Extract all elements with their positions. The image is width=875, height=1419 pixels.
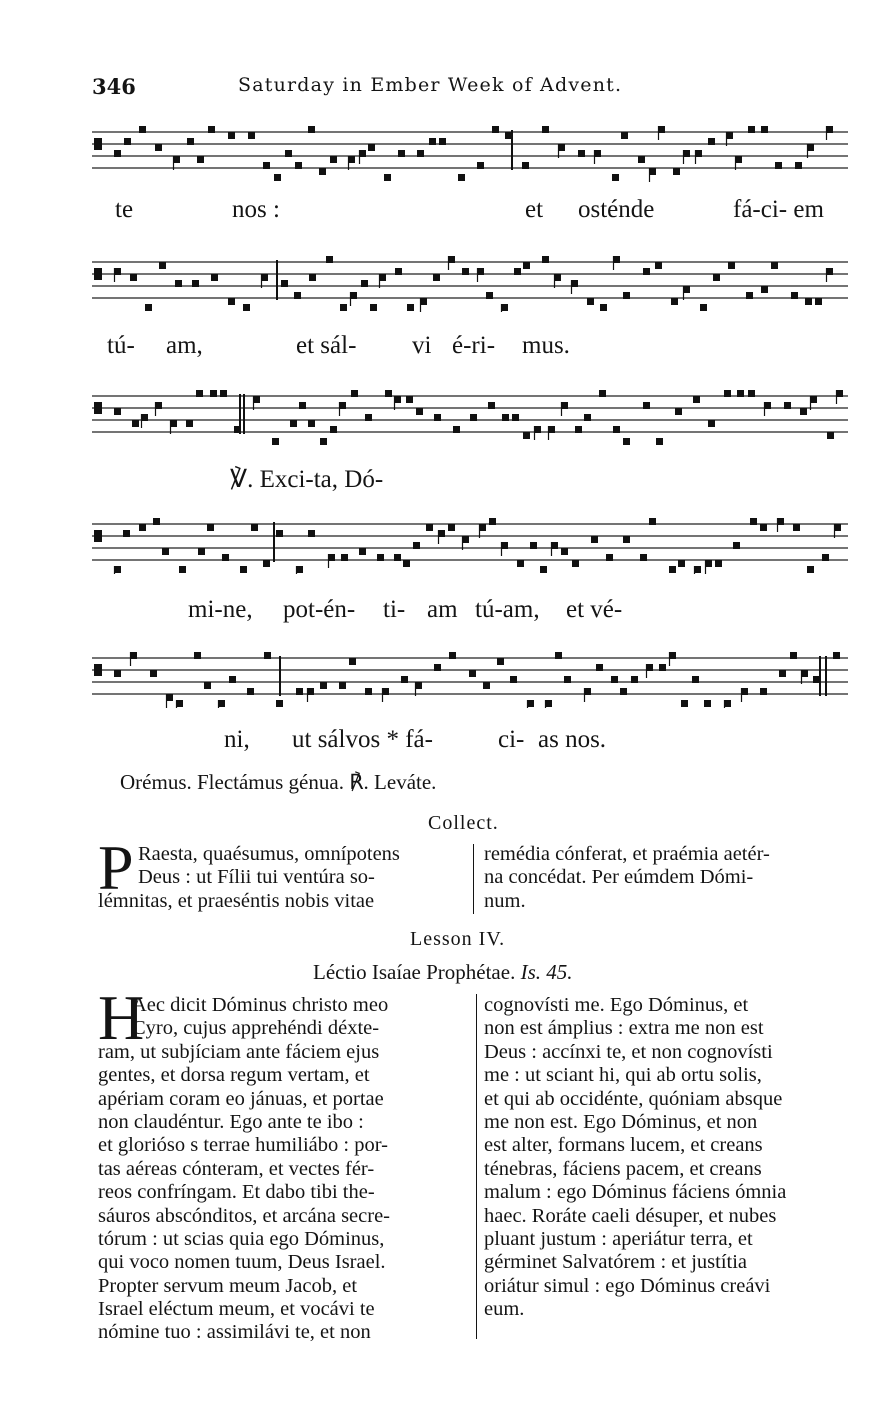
- lesson-line: non claudéntur. Ego ante te ibo :: [98, 1110, 364, 1133]
- chant-lyric-syllable: ℣. Exci-ta, Dó-: [230, 466, 384, 493]
- neume-note: [155, 144, 162, 151]
- neume-note: [123, 530, 130, 537]
- neume-note: [365, 688, 372, 695]
- neume-note: [153, 518, 160, 525]
- neume-note: [599, 390, 606, 397]
- neume-note: [678, 560, 685, 567]
- neume-note: [470, 414, 477, 421]
- neume-note: [775, 162, 782, 169]
- neume-note: [649, 518, 656, 525]
- neume-note: [542, 256, 549, 263]
- neume-note: [251, 524, 258, 531]
- lesson-subheading: [313, 960, 573, 985]
- chant-staff-1: [92, 122, 848, 182]
- neume-note: [746, 292, 753, 299]
- neume-note: [243, 304, 250, 311]
- neume-note: [401, 676, 408, 683]
- neume-note: [320, 438, 327, 445]
- chant-lyric-syllable: et: [525, 196, 544, 223]
- chant-staff-2: [92, 252, 848, 312]
- neume-note: [204, 682, 211, 689]
- neume-note: [733, 542, 740, 549]
- neume-note: [194, 652, 201, 659]
- neume-note: [793, 524, 800, 531]
- neume-note: [561, 548, 568, 555]
- neume-note: [308, 126, 315, 133]
- page-number: 346: [92, 74, 136, 99]
- neume-note: [320, 682, 327, 689]
- neume-note: [771, 262, 778, 269]
- lesson-column-right: [484, 994, 854, 1321]
- neume-note: [385, 390, 392, 397]
- neume-note: [623, 292, 630, 299]
- neume-note: [591, 536, 598, 543]
- neume-note: [351, 390, 358, 397]
- neume-note: [175, 280, 182, 287]
- neume-note: [760, 688, 767, 695]
- neume-note: [308, 420, 315, 427]
- lesson-line: pluant justum : aperiátur terra, et: [484, 1227, 753, 1250]
- chant-staff-5: [92, 648, 848, 708]
- neume-note: [114, 150, 121, 157]
- neume-note: [606, 554, 613, 561]
- chant-lyric-syllable: am,: [166, 332, 203, 359]
- neume-note: [263, 560, 270, 567]
- chant-lyric-syllable: et sál-: [296, 332, 357, 359]
- neume-note: [281, 280, 288, 287]
- chant-staff-3: [92, 386, 848, 446]
- neume-note: [700, 304, 707, 311]
- neume-note: [620, 688, 627, 695]
- neume-note: [210, 390, 217, 397]
- neume-note: [448, 524, 455, 531]
- lesson-line: Israel eléctum meum, et vocávi te: [98, 1298, 375, 1321]
- neume-note: [413, 542, 420, 549]
- neume-note: [542, 126, 549, 133]
- lesson-line: sáuros abscónditos, et arcána secre-: [98, 1204, 390, 1227]
- neume-note: [737, 390, 744, 397]
- neume-note: [761, 126, 768, 133]
- neume-note: [492, 126, 499, 133]
- neume-note: [708, 420, 715, 427]
- neume-note: [263, 162, 270, 169]
- chant-lyric-syllable: mi-ne,: [188, 596, 253, 623]
- neume-note: [186, 420, 193, 427]
- lesson-line: tórum : ut scias quia ego Dóminus,: [98, 1227, 385, 1250]
- neume-note: [276, 530, 283, 537]
- lesson-line: me : ut sciant hi, qui ab ortu solis,: [484, 1064, 762, 1087]
- lesson-column-left: [98, 994, 470, 1345]
- neume-note: [724, 390, 731, 397]
- lesson-line: gérminet Salvatórem : et justítia: [484, 1251, 748, 1274]
- neume-note: [368, 144, 375, 151]
- neume-note: [220, 390, 227, 397]
- neume-note: [114, 408, 121, 415]
- neume-note: [228, 132, 235, 139]
- chant-lyric-syllable: as nos.: [538, 726, 607, 753]
- neume-note: [248, 132, 255, 139]
- lesson-line: est alter, formans lucem, et creans: [484, 1134, 763, 1157]
- neume-note: [150, 670, 157, 677]
- neume-note: [815, 298, 822, 305]
- neume-note: [192, 280, 199, 287]
- neume-note: [145, 304, 152, 311]
- neume-note: [572, 560, 579, 567]
- lesson-line: Deus : accínxi te, et non cognovísti: [484, 1040, 773, 1063]
- neume-note: [124, 138, 131, 145]
- neume-note: [807, 566, 814, 573]
- neume-note: [486, 292, 493, 299]
- neume-note: [708, 138, 715, 145]
- neume-note: [489, 518, 496, 525]
- lesson-line: oriátur simul : ego Dóminus creávi: [484, 1274, 771, 1297]
- neume-note: [341, 554, 348, 561]
- neume-note: [715, 560, 722, 567]
- neume-note: [540, 566, 547, 573]
- chant-lyric-syllable: ut sálvos * fá-: [292, 726, 433, 753]
- neume-note: [795, 162, 802, 169]
- page-header: [92, 74, 852, 104]
- collect-column-left: [98, 843, 468, 913]
- chant-staff-4: [92, 514, 848, 574]
- neume-note: [522, 162, 529, 169]
- neume-note: [643, 268, 650, 275]
- neume-note: [458, 174, 465, 181]
- neume-note: [510, 676, 517, 683]
- collect-line: na concédat. Per eúmdem Dómi-: [484, 866, 754, 889]
- clef-mark: [94, 530, 102, 542]
- neume-note: [621, 132, 628, 139]
- neume-note: [340, 304, 347, 311]
- lesson-line: Propter servum meum Jacob, et: [98, 1274, 358, 1297]
- chant-lyric-syllable: ni,: [224, 726, 250, 753]
- collect-line: num.: [484, 889, 526, 912]
- neume-note: [207, 524, 214, 531]
- neume-note: [750, 518, 757, 525]
- neume-note: [429, 138, 436, 145]
- neume-note: [612, 174, 619, 181]
- lesson-line: me non est. Ego Dóminus, et non: [484, 1110, 758, 1133]
- neume-note: [469, 670, 476, 677]
- neume-note: [502, 414, 509, 421]
- chant-lyric-syllable: tú-: [107, 332, 135, 359]
- neume-note: [187, 138, 194, 145]
- neume-note: [523, 262, 530, 269]
- neume-note: [285, 150, 292, 157]
- running-title: Saturday in Ember Week of Advent.: [238, 74, 623, 96]
- neume-note: [453, 426, 460, 433]
- neume-note: [274, 174, 281, 181]
- lesson-line: Aec dicit Dóminus christo meo: [132, 994, 389, 1016]
- neume-note: [640, 554, 647, 561]
- neume-note: [162, 548, 169, 555]
- neume-note: [761, 286, 768, 293]
- lesson-line: nómine tuo : assimilávi te, et non: [98, 1321, 371, 1344]
- neume-note: [822, 554, 829, 561]
- neume-note: [272, 438, 279, 445]
- lesson-heading: Lesson IV.: [410, 928, 506, 950]
- lesson-line: eum.: [484, 1298, 525, 1321]
- neume-note: [659, 664, 666, 671]
- neume-note: [790, 652, 797, 659]
- chant-lyric-syllable: é-ri-: [452, 332, 496, 359]
- neume-note: [439, 138, 446, 145]
- neume-note: [800, 408, 807, 415]
- neume-note: [784, 402, 791, 409]
- lesson-line: et qui ab occidénte, quóniam absque: [484, 1087, 783, 1110]
- chant-lyric-syllable: pot-én-: [283, 596, 356, 623]
- rubric-line: Orémus. Flectámus génua. ℟. Leváte.: [120, 770, 437, 794]
- neume-note: [139, 126, 146, 133]
- neume-note: [564, 676, 571, 683]
- neume-note: [748, 126, 755, 133]
- chant-lyric-syllable: nos :: [232, 196, 280, 223]
- lesson-line: gentes, et dorsa regum vertam, et: [98, 1064, 370, 1087]
- neume-note: [130, 274, 137, 281]
- neume-note: [114, 670, 121, 677]
- neume-note: [681, 700, 688, 707]
- neume-note: [339, 682, 346, 689]
- neume-note: [264, 652, 271, 659]
- neume-note: [290, 420, 297, 427]
- neume-note: [748, 390, 755, 397]
- neume-note: [359, 548, 366, 555]
- neume-note: [326, 256, 333, 263]
- neume-note: [434, 414, 441, 421]
- neume-note: [365, 414, 372, 421]
- lesson-source: Léctio Isaíae Prophétae.: [313, 960, 516, 984]
- neume-note: [234, 426, 241, 433]
- neume-note: [395, 268, 402, 275]
- neume-note: [611, 676, 618, 683]
- neume-note: [384, 174, 391, 181]
- neume-note: [426, 524, 433, 531]
- neume-note: [211, 274, 218, 281]
- chant-lyric-syllable: te: [115, 196, 134, 223]
- lesson-line: apériam coram eo jánuas, et portae: [98, 1087, 384, 1110]
- neume-note: [406, 396, 413, 403]
- lesson-column-divider: [476, 994, 477, 1339]
- chant-lyric-syllable: mus.: [522, 332, 570, 359]
- neume-note: [704, 700, 711, 707]
- neume-note: [669, 566, 676, 573]
- neume-note: [433, 274, 440, 281]
- lesson-line: ténebras, fáciens pacem, et creans: [484, 1157, 762, 1180]
- neume-note: [417, 150, 424, 157]
- neume-note: [319, 168, 326, 175]
- neume-note: [728, 262, 735, 269]
- neume-note: [377, 554, 384, 561]
- clef-mark: [94, 664, 102, 676]
- collect-column-right: [484, 843, 854, 913]
- neume-note: [497, 658, 504, 665]
- neume-note: [197, 156, 204, 163]
- clef-mark: [94, 138, 102, 150]
- lesson-line: malum : ego Dóminus fáciens ómnia: [484, 1181, 787, 1204]
- neume-note: [294, 292, 301, 299]
- neume-note: [596, 664, 603, 671]
- neume-note: [613, 426, 620, 433]
- neume-note: [779, 670, 786, 677]
- collect-column-divider: [473, 844, 474, 914]
- neume-note: [673, 168, 680, 175]
- neume-note: [483, 682, 490, 689]
- neume-note: [394, 554, 401, 561]
- neume-note: [514, 268, 521, 275]
- lesson-line: cognovísti me. Ego Dóminus, et: [484, 994, 749, 1016]
- neume-note: [361, 280, 368, 287]
- neume-note: [370, 304, 377, 311]
- neume-note: [139, 524, 146, 531]
- neume-note: [308, 530, 315, 537]
- collect-drop-cap: P: [98, 832, 134, 903]
- lesson-line: et glorióso s terrae humiliábo : por-: [98, 1134, 388, 1157]
- neume-note: [309, 274, 316, 281]
- neume-note: [587, 298, 594, 305]
- neume-note: [631, 676, 638, 683]
- neume-note: [623, 536, 630, 543]
- neume-note: [276, 700, 283, 707]
- neume-note: [693, 396, 700, 403]
- neume-note: [675, 408, 682, 415]
- lesson-line: Cyro, cujus apprehéndi déxte-: [132, 1017, 380, 1040]
- neume-note: [296, 688, 303, 695]
- chant-lyric-syllable: osténde: [578, 196, 655, 223]
- neume-note: [791, 292, 798, 299]
- neume-note: [407, 304, 414, 311]
- neume-note: [222, 554, 229, 561]
- lesson-line: ram, ut subjíciam ante fáciem ejus: [98, 1040, 380, 1063]
- neume-note: [578, 150, 585, 157]
- lesson-line: haec. Roráte caeli désuper, et nubes: [484, 1204, 777, 1227]
- collect-line: Raesta, quaésumus, omnípotens: [138, 843, 400, 865]
- neume-note: [349, 658, 356, 665]
- neume-note: [416, 408, 423, 415]
- neume-note: [656, 438, 663, 445]
- neume-note: [505, 132, 512, 139]
- neume-note: [488, 402, 495, 409]
- neume-note: [512, 414, 519, 421]
- neume-note: [575, 426, 582, 433]
- neume-note: [555, 652, 562, 659]
- chant-lyric-syllable: am: [427, 596, 458, 623]
- clef-mark: [94, 402, 102, 414]
- neume-note: [159, 262, 166, 269]
- neume-note: [813, 676, 820, 683]
- neume-note: [299, 402, 306, 409]
- neume-note: [179, 566, 186, 573]
- chant-lyric-syllable: fá-ci- em: [733, 196, 824, 223]
- neume-note: [398, 150, 405, 157]
- neume-note: [643, 402, 650, 409]
- lesson-line: qui voco nomen tuum, Deus Israel.: [98, 1251, 386, 1274]
- neume-note: [477, 162, 484, 169]
- collect-line: lémnitas, et praeséntis nobis vitae: [98, 889, 375, 912]
- neume-note: [247, 688, 254, 695]
- chant-lyric-syllable: tú-am,: [475, 596, 540, 623]
- lesson-reference: Is. 45.: [520, 960, 573, 984]
- neume-note: [638, 156, 645, 163]
- neume-note: [833, 652, 840, 659]
- neume-note: [623, 438, 630, 445]
- collect-line: Deus : ut Fílii tui ventúra so-: [138, 866, 375, 889]
- neume-note: [530, 542, 537, 549]
- lesson-line: tas aéreas cónteram, et vectes fér-: [98, 1157, 375, 1180]
- neume-note: [671, 298, 678, 305]
- chant-lyric-syllable: vi: [412, 332, 432, 359]
- clef-mark: [94, 268, 102, 280]
- neume-note: [517, 560, 524, 567]
- neume-note: [584, 414, 591, 421]
- neume-note: [713, 274, 720, 281]
- neume-note: [229, 676, 236, 683]
- neume-note: [330, 156, 337, 163]
- collect-heading: Collect.: [428, 812, 499, 834]
- neume-note: [132, 420, 139, 427]
- neume-note: [600, 304, 607, 311]
- neume-note: [760, 524, 767, 531]
- neume-note: [692, 676, 699, 683]
- lesson-line: reos confríngam. Et dabo tibi the-: [98, 1181, 375, 1204]
- neume-note: [198, 548, 205, 555]
- chant-lyric-syllable: ti-: [383, 596, 406, 623]
- neume-note: [462, 268, 469, 275]
- neume-note: [805, 298, 812, 305]
- chant-lyric-syllable: et vé-: [566, 596, 623, 623]
- lesson-line: non est ámplius : extra me non est: [484, 1017, 764, 1040]
- neume-note: [228, 298, 235, 305]
- neume-note: [827, 432, 834, 439]
- neume-note: [434, 664, 441, 671]
- collect-line: remédia cónferat, et praémia aetér-: [484, 843, 770, 865]
- lesson-drop-cap: H: [98, 982, 145, 1053]
- neume-note: [449, 652, 456, 659]
- neume-note: [240, 566, 247, 573]
- neume-note: [295, 162, 302, 169]
- neume-note: [208, 126, 215, 133]
- neume-note: [403, 560, 410, 567]
- neume-note: [523, 432, 530, 439]
- neume-note: [655, 262, 662, 269]
- neume-note: [330, 426, 337, 433]
- chant-lyric-syllable: ci-: [498, 726, 525, 753]
- neume-note: [196, 390, 203, 397]
